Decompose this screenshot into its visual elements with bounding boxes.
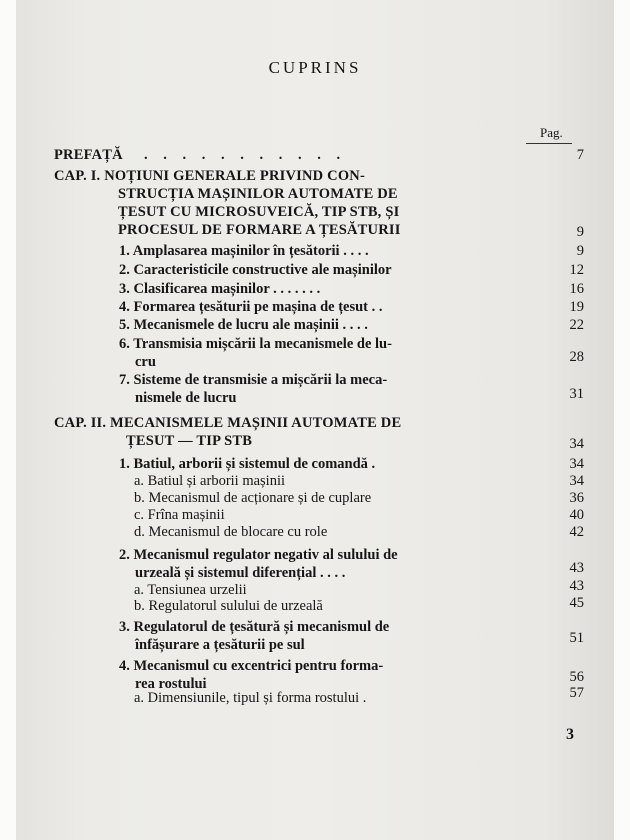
toc-page-number: 19: [569, 299, 584, 315]
toc-page-number: 16: [569, 281, 584, 297]
toc-page-number: 9: [576, 243, 584, 259]
page-title: CUPRINS: [268, 58, 362, 77]
toc-subentry: b. Regulatorul sulului de urzeală: [134, 598, 323, 614]
toc-page-number: 22: [569, 317, 584, 333]
toc-chapter-heading: PROCESUL DE FORMARE A ȚESĂTURII: [118, 222, 401, 238]
toc-entry: 6. Transmisia mișcării la mecanismele de lu-: [119, 336, 392, 352]
toc-leader-dots: . . . . . . . . . . .: [144, 147, 347, 163]
page-column-label: Pag.: [540, 125, 563, 140]
toc-subentry: c. Frîna mașinii: [134, 507, 225, 523]
toc-entry: înfășurare a țesăturii pe sul: [135, 637, 305, 653]
toc-entry: 1. Batiul, arborii și sistemul de comandă .: [119, 456, 376, 472]
page-column-rule: [526, 143, 572, 144]
toc-page-number: 12: [569, 262, 584, 278]
toc-page-number: 43: [569, 578, 584, 594]
toc-entry: 1. Amplasarea mașinilor în țesătorii . . . .: [119, 243, 369, 259]
toc-chapter-heading: STRUCȚIA MAȘINILOR AUTOMATE DE: [118, 186, 398, 202]
toc-subentry: d. Mecanismul de blocare cu role: [134, 524, 328, 540]
toc-entry: 3. Regulatorul de țesătură și mecanismul de: [119, 619, 390, 635]
toc-page-number: 7: [576, 147, 584, 163]
toc-entry: 7. Sisteme de transmisie a mișcării la meca-: [119, 372, 388, 388]
toc-chapter-heading: CAP. II. MECANISMELE MAȘINII AUTOMATE DE: [54, 415, 402, 431]
toc-entry: 3. Clasificarea mașinilor . . . . . . .: [119, 281, 321, 297]
toc-chapter-heading: ȚESUT — TIP STB: [126, 433, 253, 449]
book-page: [16, 0, 614, 840]
toc-page-number: 9: [576, 224, 584, 240]
toc-entry: urzeală și sistemul diferențial . . . .: [135, 565, 346, 581]
toc-subentry: b. Mecanismul de acționare și de cuplare: [134, 490, 372, 506]
toc-page-number: 34: [569, 456, 584, 472]
toc-page-number: 40: [569, 507, 584, 523]
toc-subentry: a. Dimensiunile, tipul și forma rostului .: [134, 690, 367, 706]
toc-page-number: 57: [569, 685, 584, 701]
toc-page-number: 31: [569, 386, 584, 402]
toc-entry: 2. Caracteristicile constructive ale mașinilor: [119, 262, 392, 278]
toc-page-number: 51: [569, 630, 584, 646]
toc-page-number: 56: [569, 669, 584, 685]
toc-page-number: 34: [569, 436, 584, 452]
toc-entry: cru: [135, 354, 156, 370]
toc-chapter-heading: CAP. I. NOȚIUNI GENERALE PRIVIND CON-: [54, 168, 365, 184]
toc-entry: 5. Mecanismele de lucru ale mașinii . . . .: [119, 317, 368, 333]
toc-entry: nismele de lucru: [135, 390, 237, 406]
toc-page-number: 34: [569, 473, 584, 489]
toc-page-number: 45: [569, 595, 584, 611]
toc-entry: 4. Mecanismul cu excentrici pentru forma-: [119, 658, 384, 674]
toc-entry: 4. Formarea țesăturii pe mașina de țesut . .: [119, 299, 383, 315]
toc-entry-prefata: PREFAȚĂ: [54, 147, 123, 163]
toc-subentry: a. Tensiunea urzelii: [134, 582, 247, 598]
toc-page-number: 28: [569, 349, 584, 365]
toc-page-number: 42: [569, 524, 584, 540]
page-number: 3: [566, 726, 574, 743]
toc-page-number: 36: [569, 490, 584, 506]
toc-subentry: a. Batiul și arborii mașinii: [134, 473, 286, 489]
toc-page-number: 43: [569, 560, 584, 576]
toc-entry: 2. Mecanismul regulator negativ al sulului de: [119, 547, 398, 563]
toc-entry: rea rostului: [135, 676, 207, 692]
toc-chapter-heading: ȚESUT CU MICROSUVEICĂ, TIP STB, ȘI: [118, 204, 400, 220]
